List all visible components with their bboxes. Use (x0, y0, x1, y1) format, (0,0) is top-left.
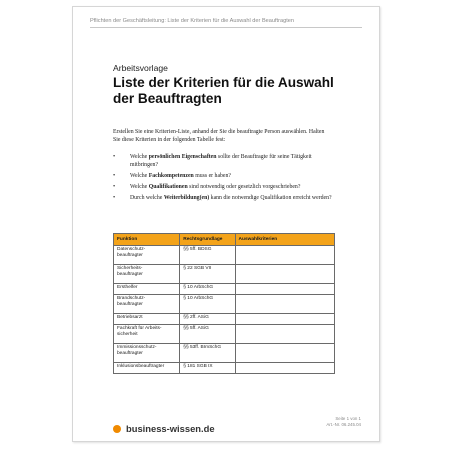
header-divider (90, 27, 362, 28)
question-list (113, 153, 333, 204)
cell-auswahlkriterien (235, 363, 334, 374)
cell-rechtsgrundlage: § 10 ArbSchG (180, 284, 235, 295)
question-keyword: Qualifikationen (148, 183, 188, 190)
cell-rechtsgrundlage: §§ 5ff. BDSG (180, 246, 235, 265)
cell-auswahlkriterien (235, 246, 334, 265)
brand-logo (113, 423, 215, 434)
question-keyword: Weiterbildung(en) (163, 194, 210, 201)
question-item (113, 183, 333, 191)
question-keyword: Fachkompetenzen (148, 173, 194, 179)
column-header-rechtsgrundlage: Rechtsgrundlage (180, 234, 235, 246)
bullet-icon: • (113, 182, 116, 190)
table-row (114, 265, 335, 284)
table-row (114, 246, 335, 265)
article-number: Art.-Nr. 06.245.04 (326, 422, 361, 427)
question-text: sind notwendig oder gesetzlich vorgeschrieben? (187, 183, 301, 190)
cell-funktion: Brandschutz- beauftragter (114, 295, 180, 314)
table-row (114, 344, 335, 363)
question-text: Welche (130, 183, 149, 190)
cell-auswahlkriterien (235, 344, 334, 363)
cell-auswahlkriterien (235, 265, 334, 284)
cell-funktion: Sicherheits- beauftragter (114, 265, 180, 284)
criteria-table (113, 233, 335, 374)
cell-auswahlkriterien (235, 295, 334, 314)
document-title: Liste der Kriterien für die Auswahl der Beauftragten (113, 75, 334, 106)
cell-auswahlkriterien (235, 284, 334, 295)
cell-auswahlkriterien (235, 325, 334, 344)
cell-rechtsgrundlage: § 10 ArbSchG (180, 295, 235, 314)
question-text: Welche (130, 173, 149, 179)
question-item (113, 194, 333, 202)
column-header-auswahlkriterien: Auswahlkriterien (235, 234, 334, 246)
cell-funktion: Datenschutz- beauftragter (114, 246, 180, 265)
question-text: sollte der Beauftragte für seine Tätigkeit mitbringen? (130, 154, 312, 169)
question-text: Durch welche (130, 194, 164, 201)
question-item (113, 153, 333, 169)
question-text: Welche (130, 154, 149, 160)
intro-paragraph: Erstellen Sie eine Kriterien-Liste, anhand der Sie die beauftragte Person auswählen. Halten Sie diese Kriterien in der folgenden Tabelle fest: (113, 129, 325, 144)
cell-rechtsgrundlage: § 181 SGB IX (180, 363, 235, 374)
table-row (114, 314, 335, 325)
cell-rechtsgrundlage: §§ 5ff. ASiG (180, 325, 235, 344)
cell-funktion: Betriebsarzt (114, 314, 180, 325)
logo-dot-icon (113, 425, 121, 433)
logo-text: business-wissen.de (126, 423, 215, 434)
bullet-icon: • (113, 193, 116, 201)
criteria-table-body (114, 246, 335, 374)
table-row (114, 363, 335, 374)
document-page (72, 6, 380, 442)
cell-funktion: Fachkraft für Arbeits- sicherheit (114, 325, 180, 344)
table-row (114, 284, 335, 295)
table-header-row (114, 234, 335, 246)
bullet-icon: • (113, 153, 116, 160)
column-header-funktion: Funktion (114, 234, 180, 246)
cell-auswahlkriterien (235, 314, 334, 325)
cell-funktion: Ersthelfer (114, 284, 180, 295)
cell-rechtsgrundlage: § 22 SGB VII (180, 265, 235, 284)
question-text: muss er haben? (193, 173, 231, 179)
question-item (113, 172, 333, 180)
footer-info (326, 416, 361, 428)
cell-rechtsgrundlage: §§ 53ff. BImSchG (180, 344, 235, 363)
bullet-icon: • (113, 172, 116, 179)
cell-funktion: Inklusionsbeauftragter (114, 363, 180, 374)
document-kicker: Arbeitsvorlage (113, 63, 168, 73)
cell-rechtsgrundlage: §§ 2ff. ASiG (180, 314, 235, 325)
running-header: Pflichten der Geschäftsleitung: Liste der Kriterien für die Auswahl der Beauftragten (90, 18, 294, 24)
page-number: Seite 1 von 1 (335, 416, 361, 421)
question-text: kann die notwendige Qualifikation erreicht werden? (209, 194, 332, 201)
cell-funktion: Immissionsschutz- beauftragter (114, 344, 180, 363)
table-row (114, 295, 335, 314)
question-keyword: persönlichen Eigenschaften (148, 154, 217, 160)
table-row (114, 325, 335, 344)
